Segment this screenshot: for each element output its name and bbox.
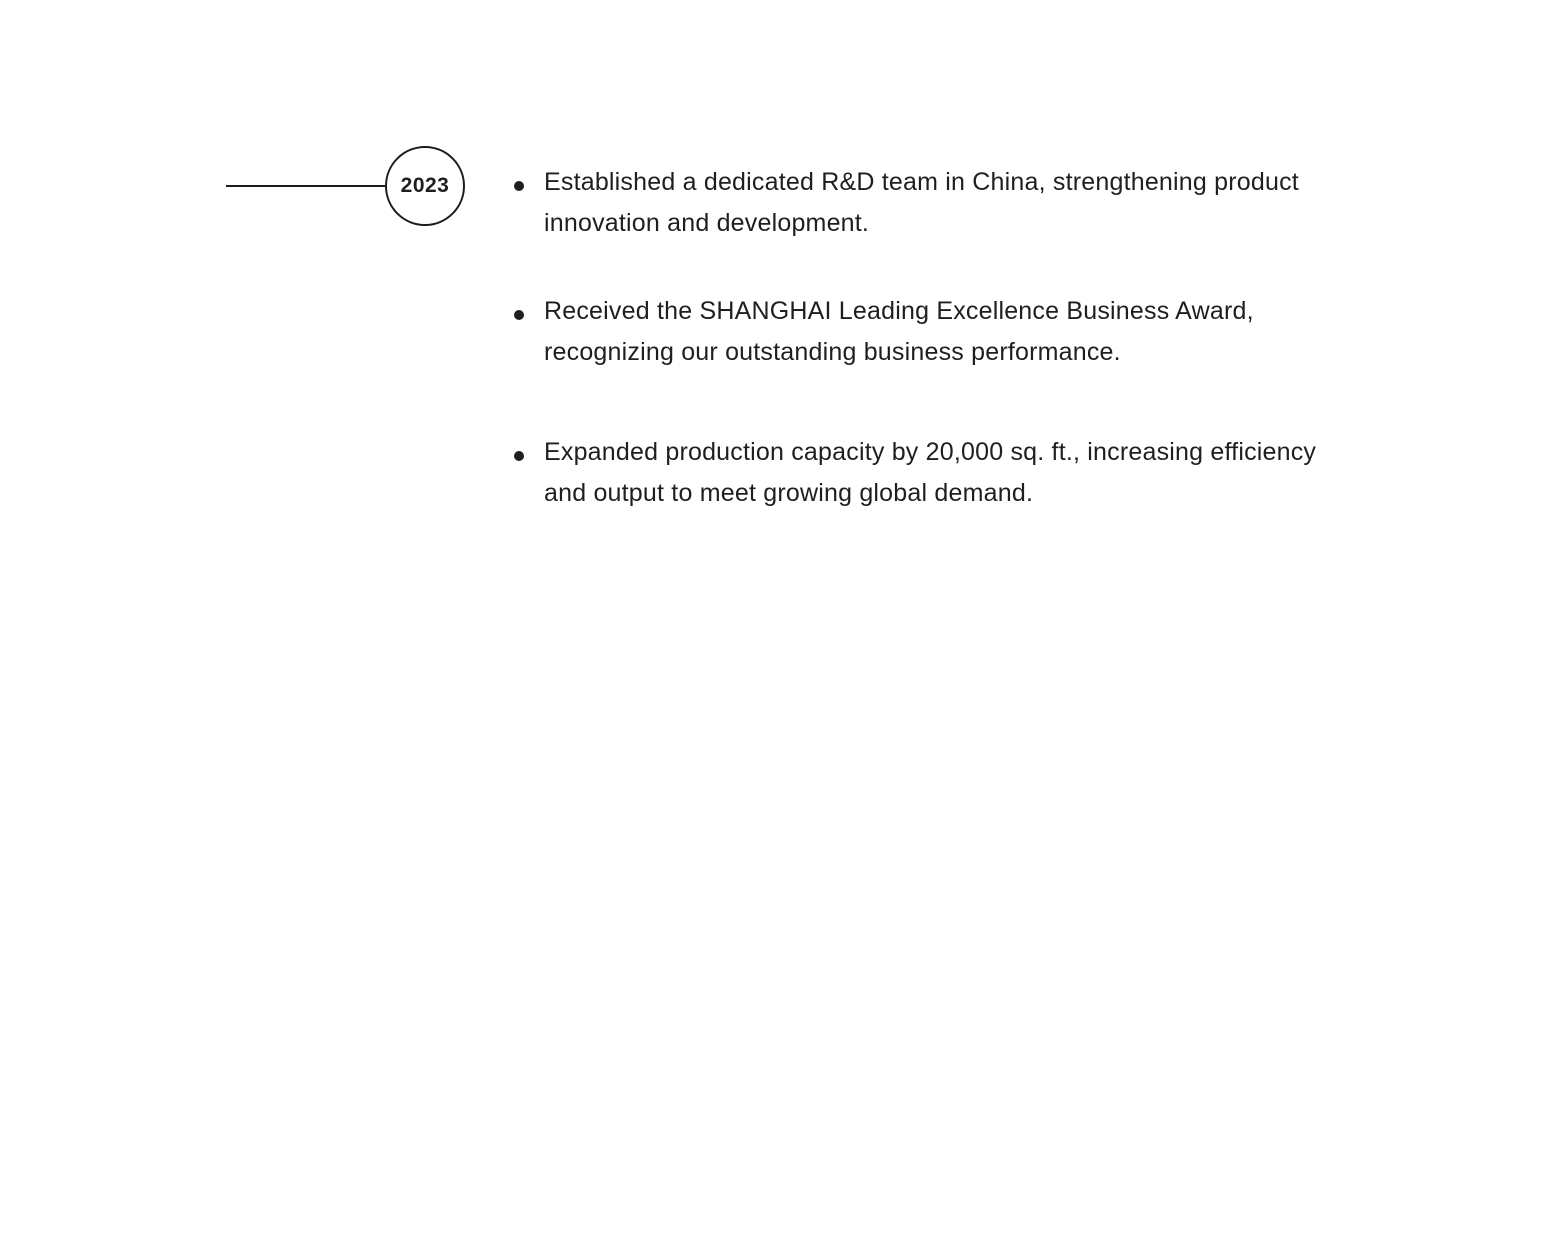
milestone-item xyxy=(510,291,1330,373)
bullet-icon xyxy=(514,181,524,191)
milestone-text: Expanded production capacity by 20,000 sq. ft., increasing efficiency and output to meet growing global demand. xyxy=(544,438,1317,507)
year-badge xyxy=(385,146,465,226)
bullet-icon xyxy=(514,310,524,320)
milestone-text: Received the SHANGHAI Leading Excellence Business Award, recognizing our outstanding business performance. xyxy=(544,297,1254,366)
year-label: 2023 xyxy=(400,174,450,197)
milestone-text: Established a dedicated R&D team in China, strengthening product innovation and development. xyxy=(544,168,1299,237)
milestone-item xyxy=(510,432,1330,514)
timeline-connector-line xyxy=(226,185,387,187)
bullet-icon xyxy=(514,451,524,461)
milestone-item xyxy=(510,162,1330,244)
